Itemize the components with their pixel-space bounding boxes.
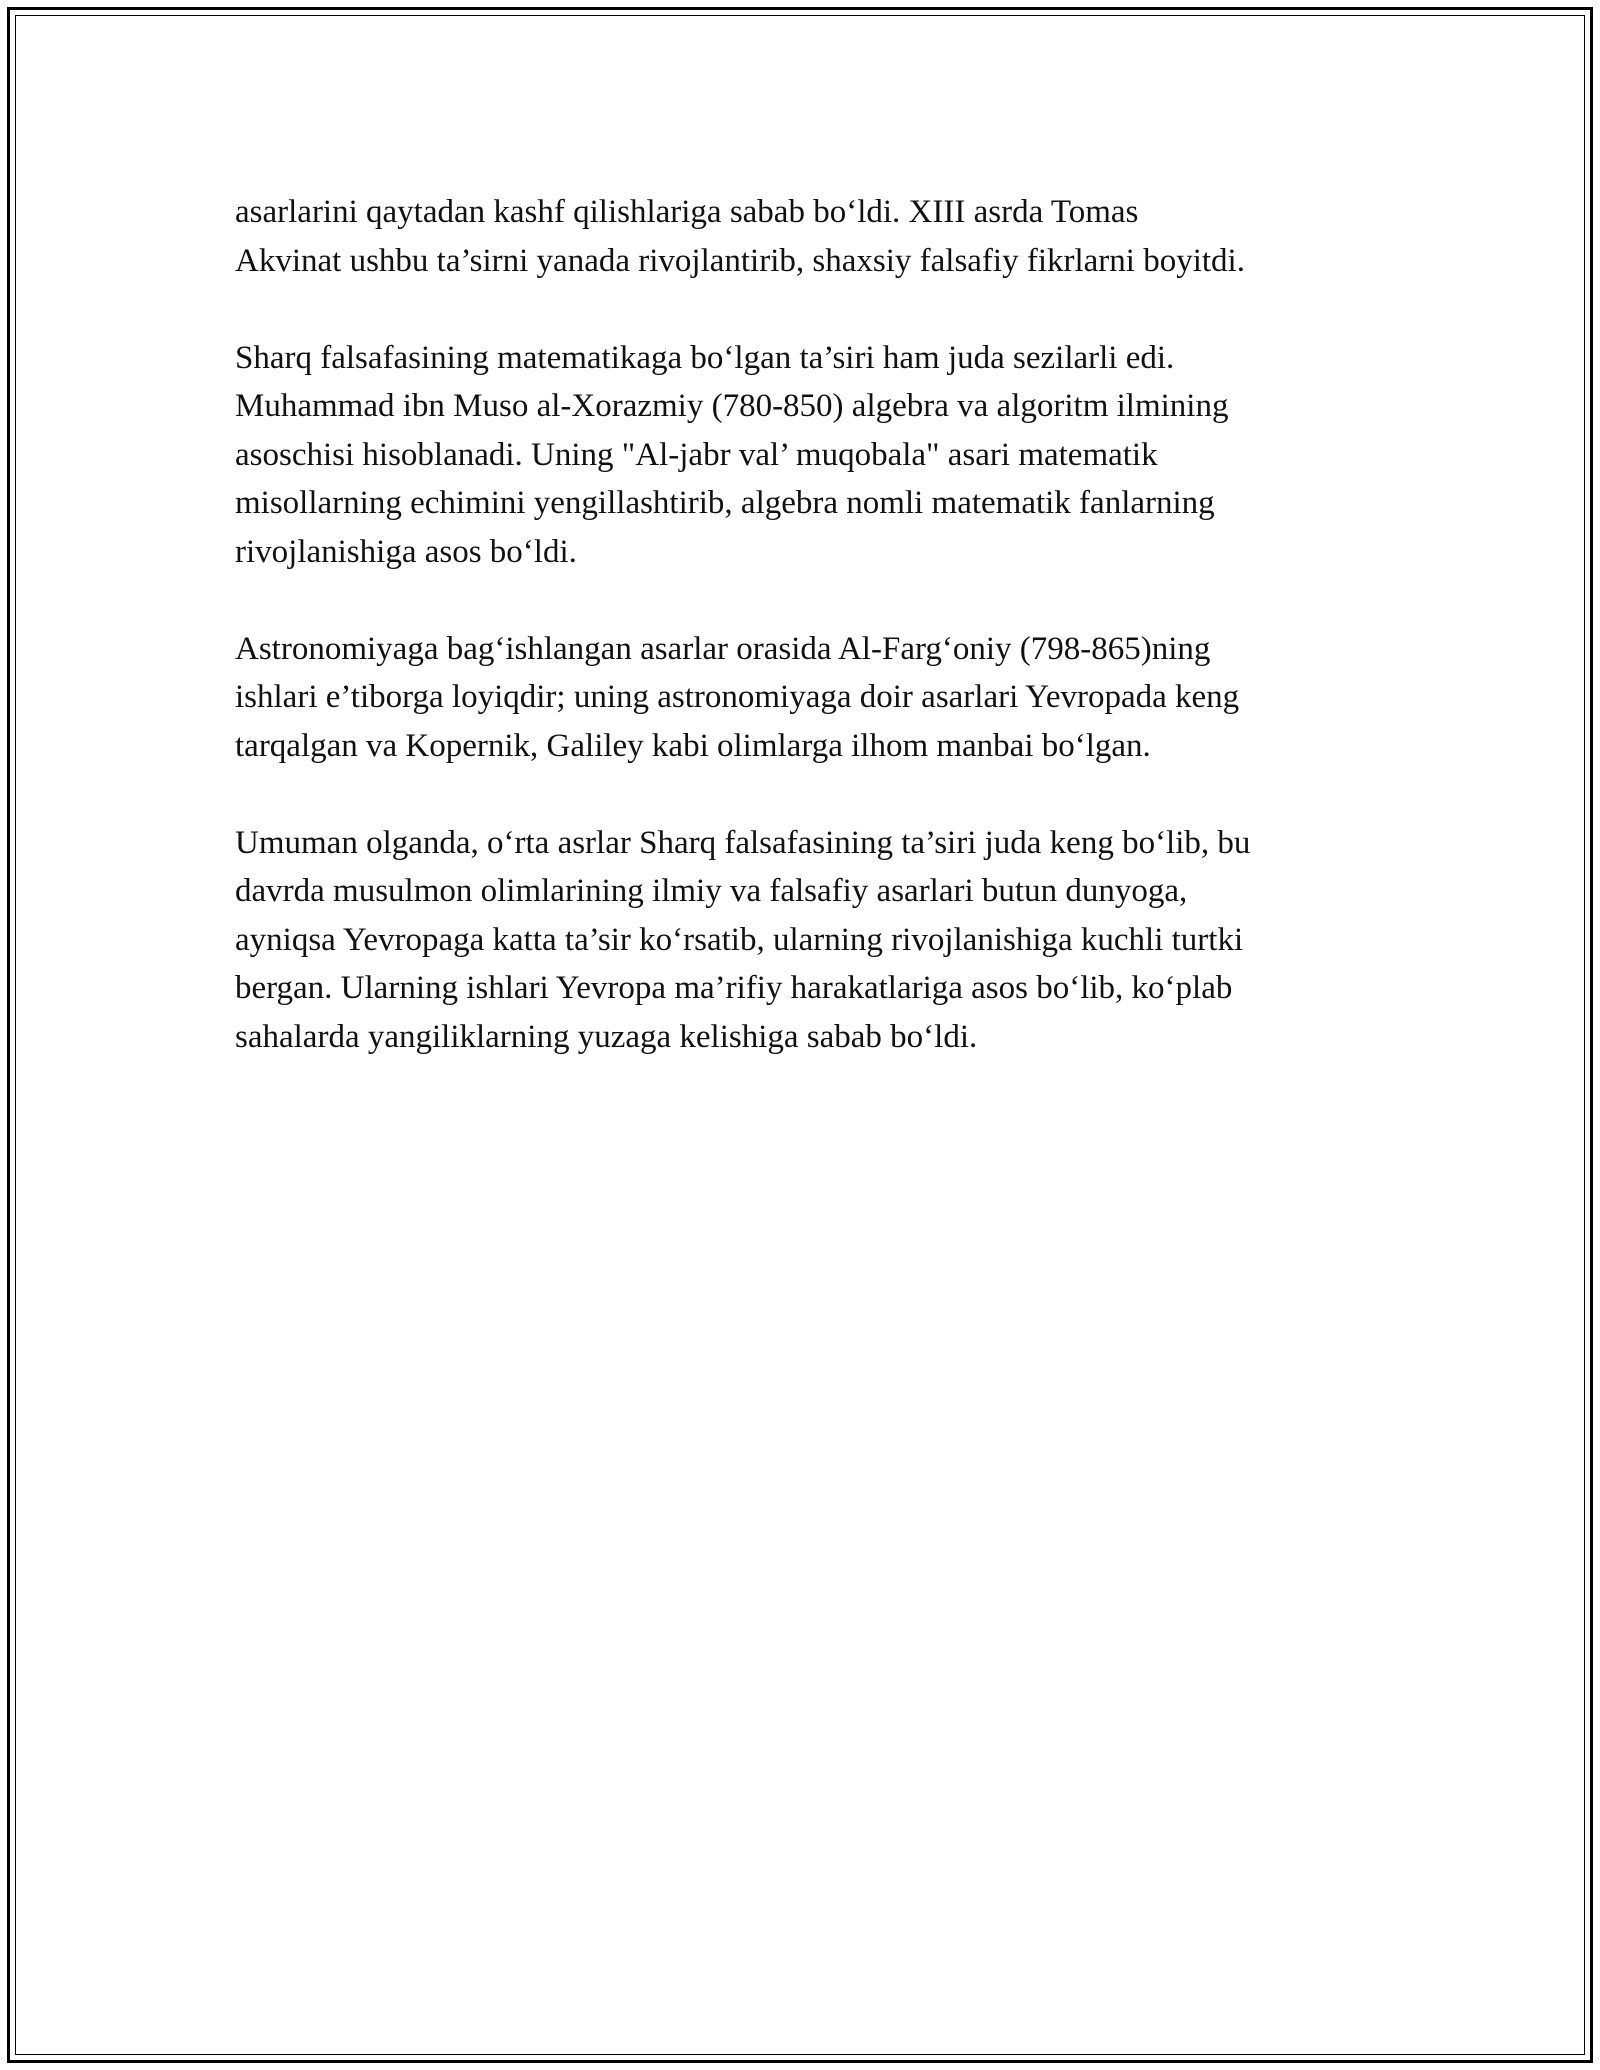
paragraph-3: Astronomiyaga bag‘ishlangan asarlar orasida Al-Farg‘oniy (798-865)ning ishlari e’tiborga loyiqdir; uning astronomiyaga doir asarlari Yevropada keng tarqalgan va Kopernik, Galiley kabi olimlarga ilhom manbai bo‘lgan. — [235, 630, 1240, 764]
paragraph-4: Umuman olganda, o‘rta asrlar Sharq falsafasining ta’siri juda keng bo‘lib, bu davrda musulmon olimlarining ilmiy va falsafiy asarlari butun dunyoga, ayniqsa Yevropaga katta ta’sir ko‘rsatib, ularning rivojlanishiga kuchli turtki bergan. Ularning ishlari Yevropa ma’rifiy harakatlariga asos bo‘lib, ko‘plab sahalarda yangiliklarning yuzaga kelishiga sabab bo‘ldi. — [235, 824, 1251, 1055]
paragraph-1: asarlarini qaytadan kashf qilishlariga sabab bo‘ldi. XIII asrda Tomas Akvinat ushbu ta’sirni yanada rivojlantirib, shaxsiy falsafiy fikrlarni boyitdi. — [235, 194, 1245, 279]
document-body — [235, 188, 1385, 1110]
paragraph-2: Sharq falsafasining matematikaga bo‘lgan ta’siri ham juda sezilarli edi. Muhammad ibn Muso al-Xorazmiy (780-850) algebra va algoritm ilmining asoschisi hisoblanadi. Uning "Al-jabr val’ muqobala" asari matematik misollarning echimini yengillashtirib, algebra nomli matematik fanlarning rivojlanishiga asos bo‘ldi. — [235, 339, 1229, 570]
